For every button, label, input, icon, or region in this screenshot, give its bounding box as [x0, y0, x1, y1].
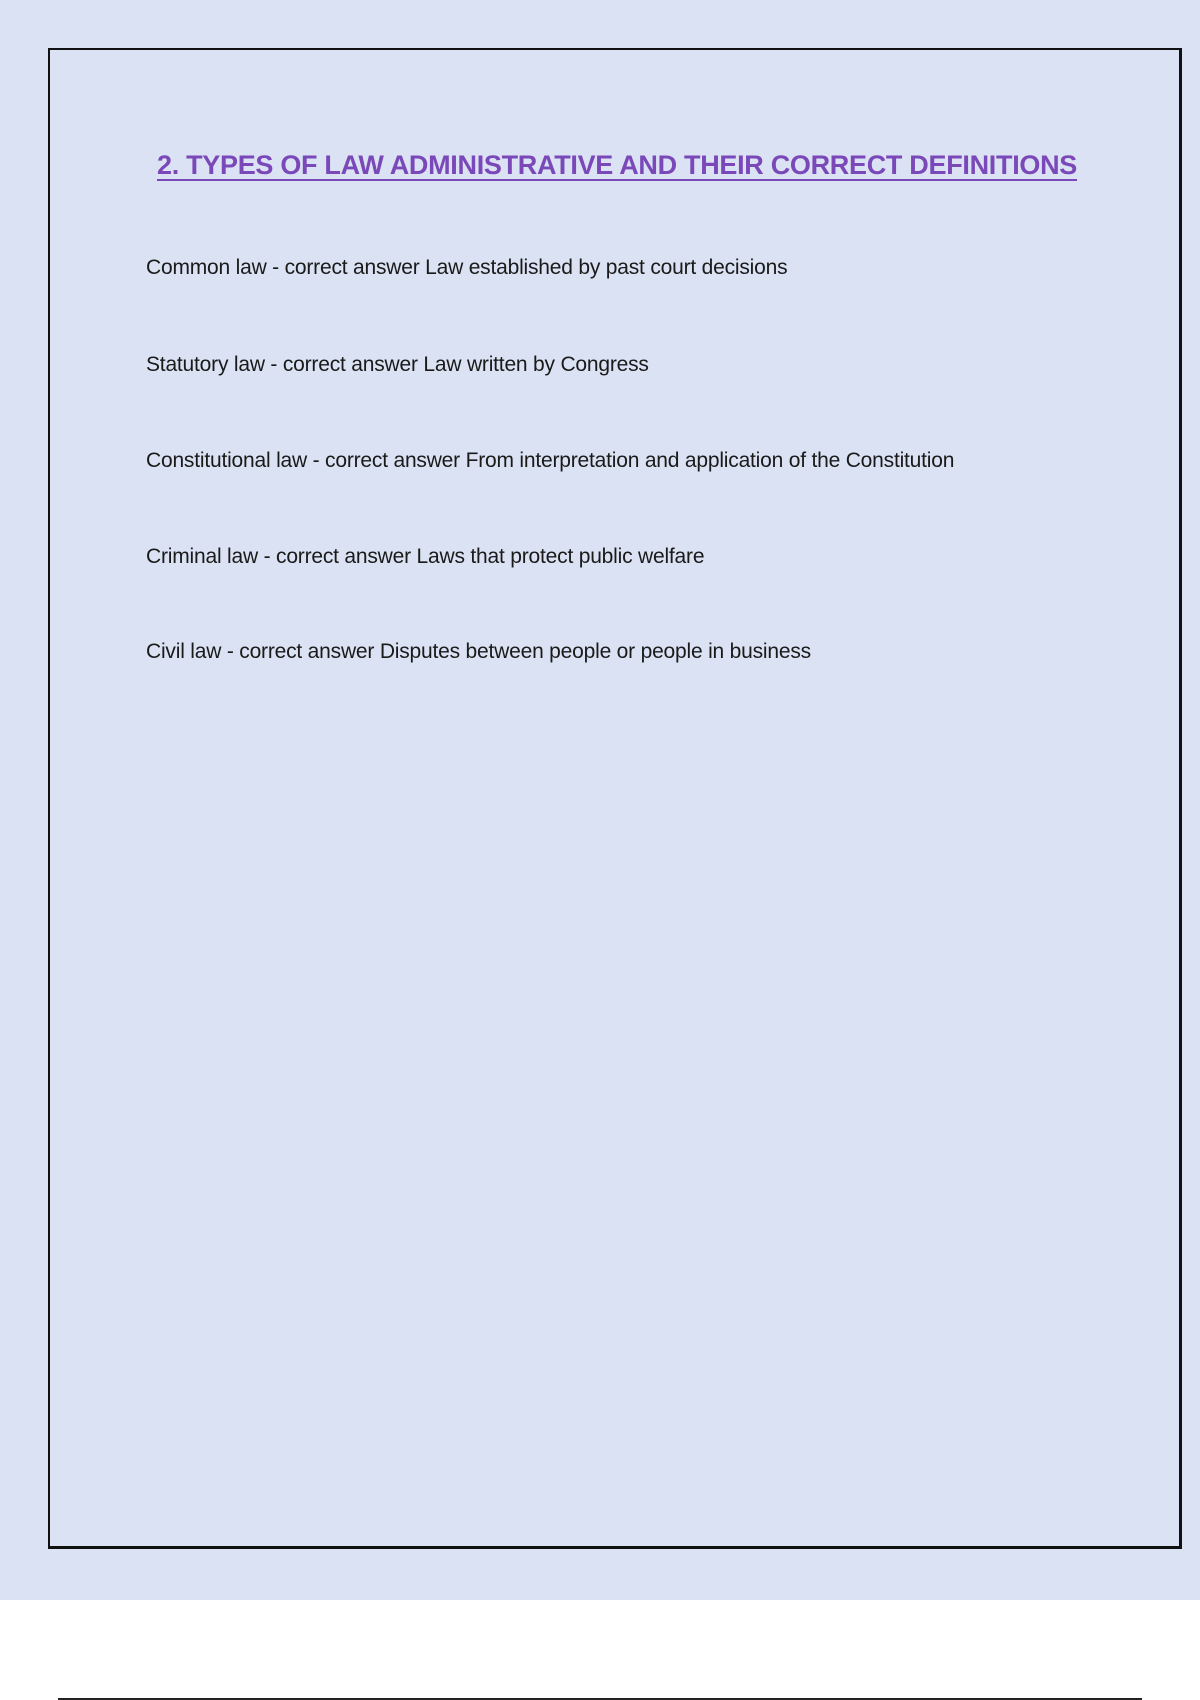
entry-common-law: Common law - correct answer Law established by past court decisions — [146, 256, 788, 279]
entry-criminal-law: Criminal law - correct answer Laws that protect public welfare — [146, 545, 705, 568]
entry-constitutional-law: Constitutional law - correct answer From interpretation and application of the Constitution — [146, 449, 955, 472]
page-heading: 2. TYPES OF LAW ADMINISTRATIVE AND THEIR CORRECT DEFINITIONS — [156, 150, 1078, 180]
entry-civil-law: Civil law - correct answer Disputes between people or people in business — [146, 640, 811, 663]
entry-statutory-law: Statutory law - correct answer Law written by Congress — [146, 353, 649, 376]
content-frame — [48, 48, 1182, 1549]
